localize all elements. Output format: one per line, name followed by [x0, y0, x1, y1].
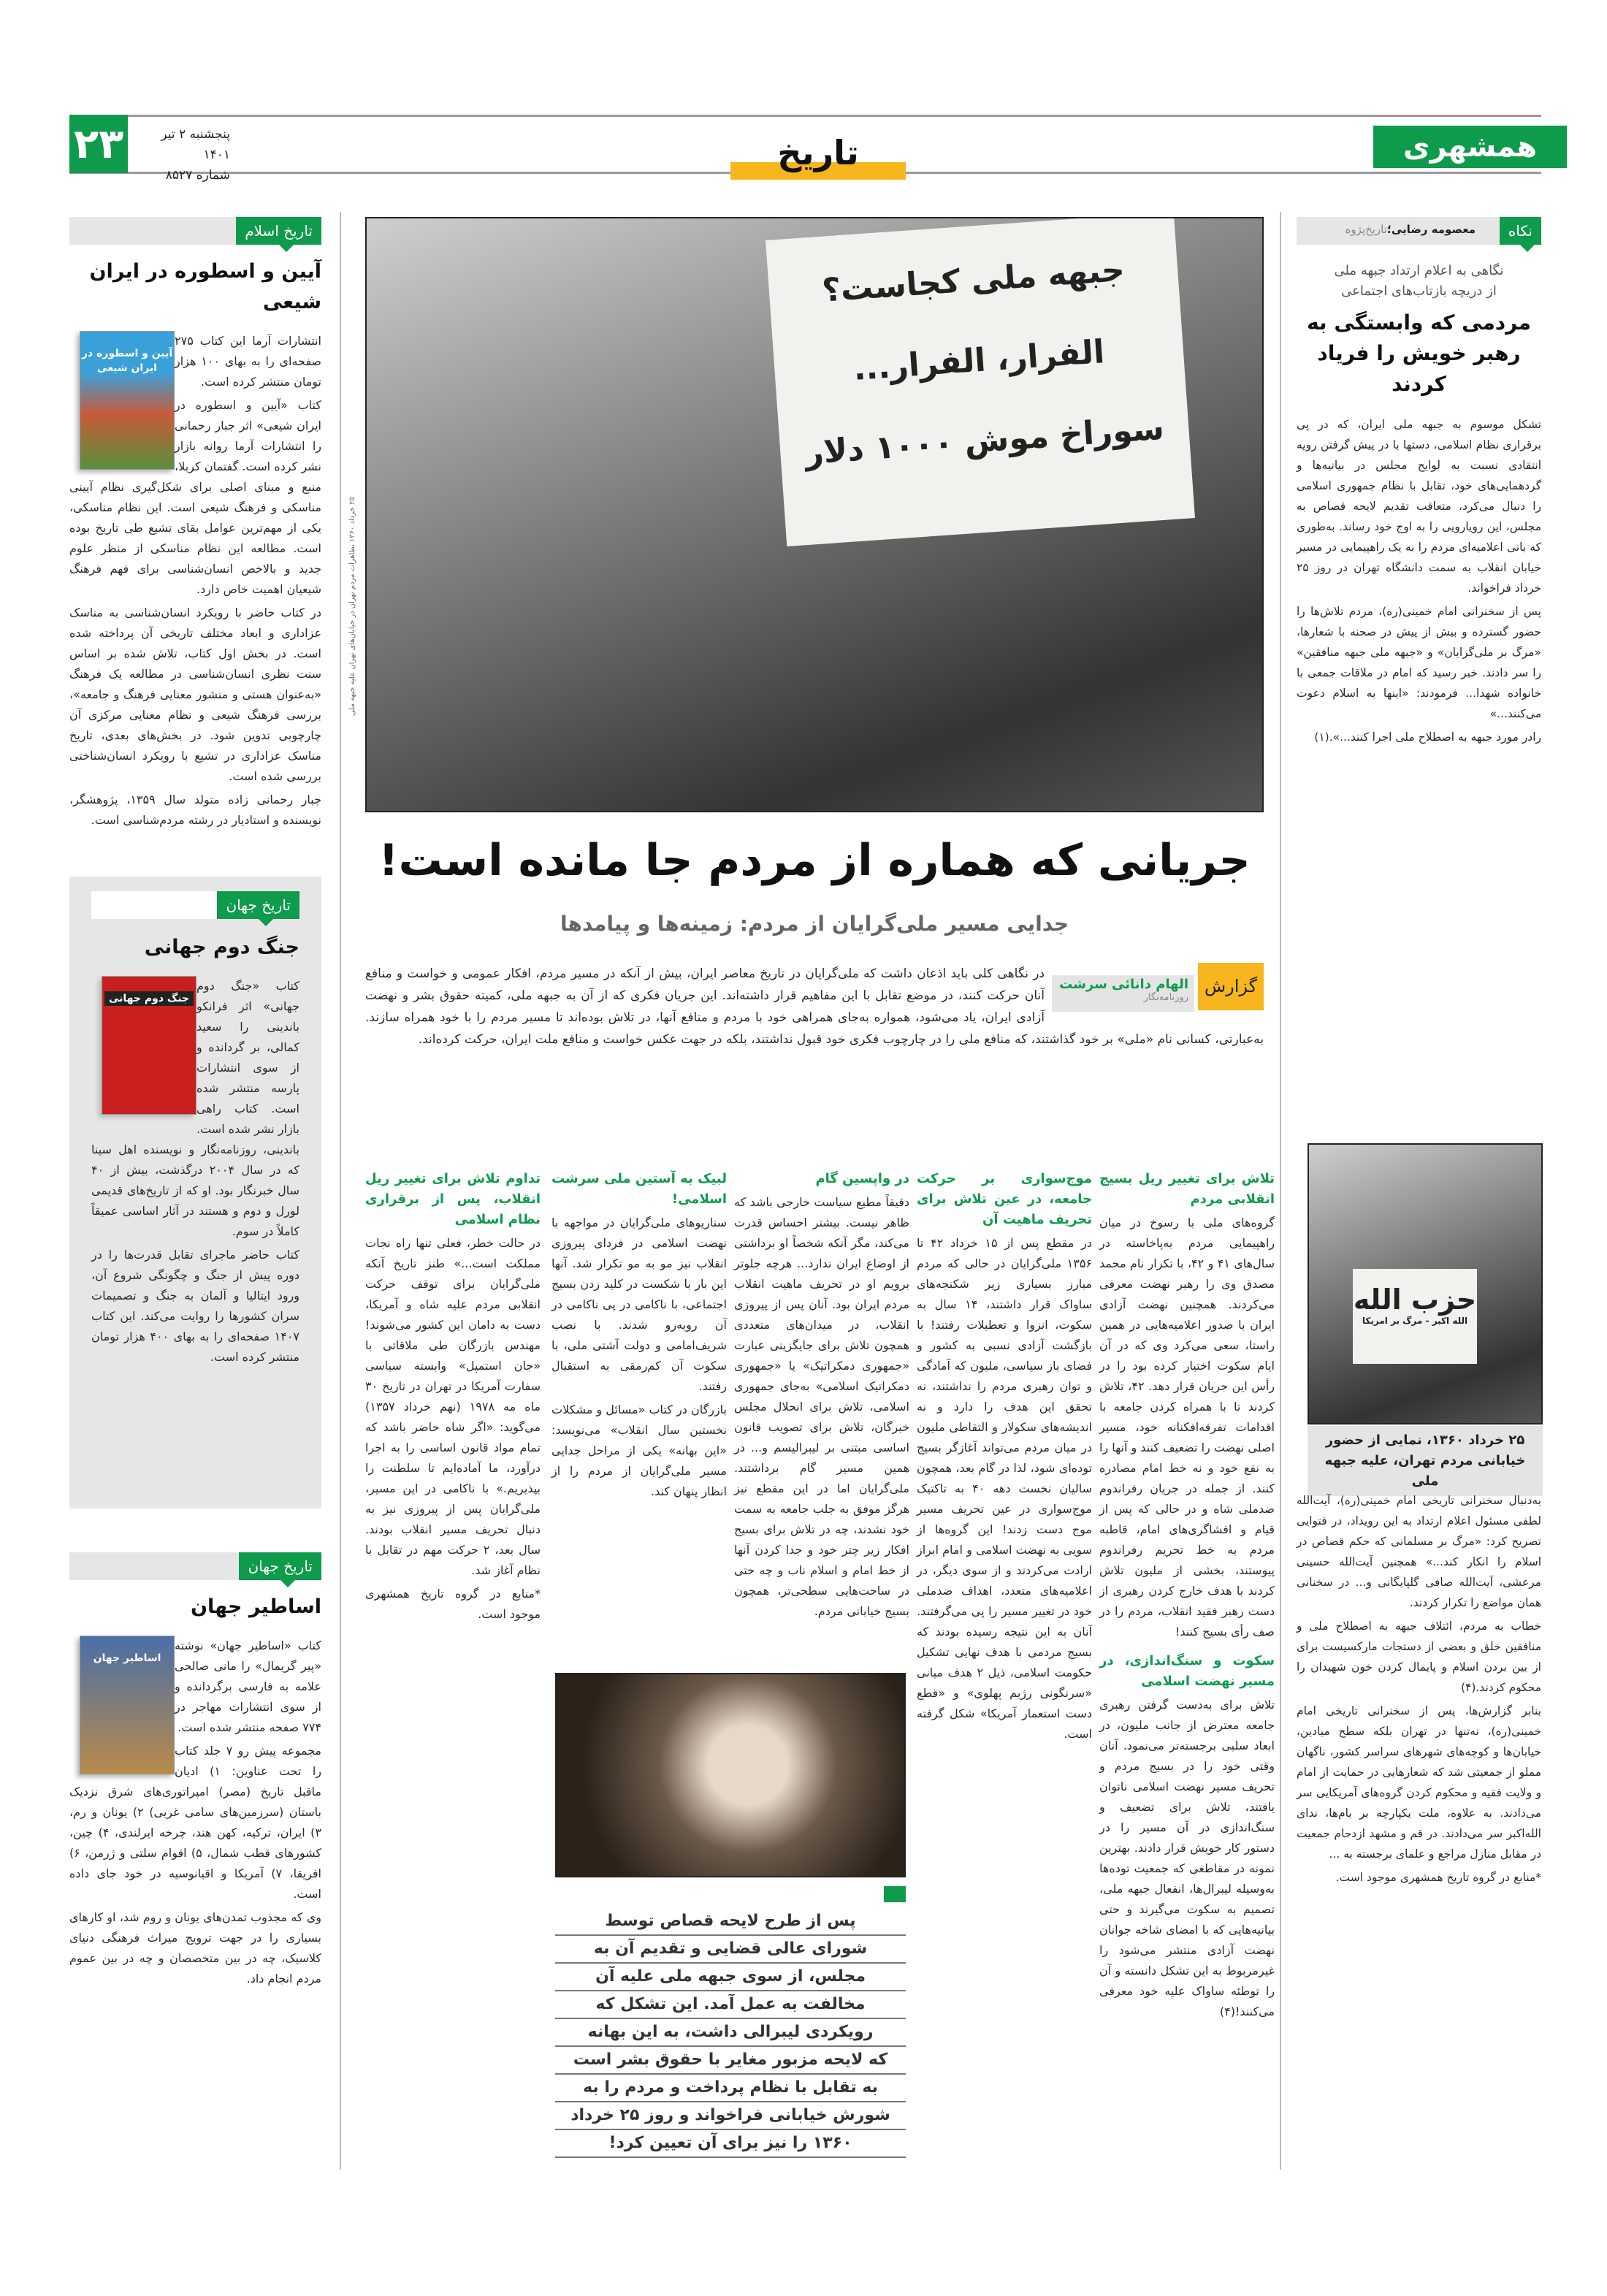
sign-text: الفرار، الفرار... [852, 333, 1106, 389]
paragraph: در نگاهی کلی باید اذعان داشت که ملی‌گرایان در تاریخ معاصر ایران، بیش از آنکه در مسیر مردم، افکار عمومی و خواست و منافع آنان حرکت کنند، در موضع تقابل با این مفاهیم قرار داشته‌اند. این جریان فکری که از آن به جبهه ملی، کمیته حقوق بشر و نهضت آزادی ایران، یاد می‌شود، همواره به‌جای همراهی خود با مردم و منافع آنها، در تلاش بوده‌اند تا مسیر مردم را با خود همراه سازند. به‌عبارتی، کسانی نام «ملی» بر خود گذاشتند، که منافع ملی را در چارچوب فکری خود قبول نداشتند، بلکه در جهت عکس خواست و منافع ملت ایران، حرکت کرده‌اند. [365, 966, 1264, 1047]
pull-quote-line: پس از طرح لایحه قصاص توسط [555, 1908, 906, 1936]
section-heading: لبیک به آستین ملی سرشت اسلامی! [551, 1171, 727, 1207]
author-name: معصومه رضایی؛ [1386, 223, 1476, 236]
paragraph: در کتاب حاضر با رویکرد انسان‌شناسی به مناسک عزاداری و ابعاد مختلف تاریخی آن پرداخته شده است. در بخش اول کتاب، تلاش شده بر اساس سنت نظری انسان‌شناسی در مطالعه یک فرهنگ «به‌عنوان هستی و منشور معنایی فرهنگ و جامعه»، بررسی فرهنگ شیعی و نظام معنایی مرکزی آن چارچوبی تدوین شود. در بخش‌های بعدی، تاریخ مناسک عزاداری در تشیع با رویکرد انسان‌شناختی بررسی شده است. [69, 606, 321, 783]
nokte-byline [1345, 223, 1476, 236]
kicker [1297, 261, 1541, 302]
article-column-4 [551, 1169, 727, 1505]
header-top-rule [69, 115, 1541, 117]
main-protest-photo [365, 217, 1264, 812]
paragraph: رادر مورد جبهه به اصطلاح ملی اجرا کنند...».(۱) [1314, 731, 1541, 744]
book-review-ww2 [69, 877, 321, 1509]
kicker-line: نگاهی به اعلام ارتداد جبهه ملی [1334, 263, 1504, 278]
column-divider [1280, 212, 1281, 2170]
sign-text: سوراخ موش ۱۰۰۰ دلار [804, 409, 1166, 472]
photo-sign [1353, 1269, 1477, 1364]
photo-caption: ۲۵ خرداد ۱۳۶۰، نمایی از حضور خیابانی مردم تهران، علیه جبهه ملی [1308, 1426, 1543, 1496]
nokte-body-continued [1297, 1490, 1541, 1891]
page-number: ۲۳ [69, 115, 128, 173]
section-heading: موج‌سواری بر حرکت جامعه، در عین تلاش برای تحریف ماهیت آن [917, 1171, 1092, 1227]
paragraph: بنابر گزارش‌ها، پس از سخنرانی تاریخی امام خمینی(ره)، نه‌تنها در تهران بلکه سطح میادین، خیابان‌ها و کوچه‌های شهرهای سراسر کشور، ناگهان مملو از جمعیتی شد که شعارهایی در حمایت از امام و ولایت فقیه و محکوم کردن گروه‌های آمریکایی سر می‌دادند. به علاوه، ملت یکپارچه بر بام‌ها، ندای الله‌اکبر سر می‌دادند. در قم و مشهد ازدحام جمعیت در مقابل منازل مراجع و علمای برجسته به ... [1297, 1704, 1541, 1861]
nokte-tag: نکاه [1500, 217, 1541, 245]
article-column-3 [734, 1169, 909, 1625]
issue-number: شماره ۸۵۲۷ [165, 168, 230, 183]
book-cover [102, 976, 196, 1115]
paragraph: مجموعه پیش رو ۷ جلد کتاب را تحت عناوین: ۱) ادیان ماقبل تاریخ (مصر) امپراتوری‌های شرق نزدیک باستان (سرزمین‌های سامی غربی) ۲) یونان و رم، ۳) ایران، ترکیه، کهن هند، چرخه ایرلندی، ۴) چین، کشورهای قطب شمال، ۵) اقوام سلتی و ژرمن، ۶) افریقا، ۷) آمریکا و اقیانوسیه در خود جای داده است. [69, 1744, 322, 1901]
paragraph: سناریوهای ملی‌گرایان در مواجهه با نهضت اسلامی در فردای پیروزی انقلاب نیز مو به مو تکرار شد. آنها این بار با شکست در کلید زدن بسیج اجتماعی، با ناکامی در پی ناکامی در آن روبه‌رو شدند. با نصب شریف‌امامی و دولت آشتی ملی، با سکوت آن کم‌رمقی به استقبال رفتند. [551, 1216, 727, 1393]
section-tag: تاریخ اسلام [236, 217, 321, 245]
author-role: تاریخ‌پژوه [1345, 223, 1387, 236]
sign-text: الله اکبر - مرگ بر امریکا [1362, 1316, 1468, 1326]
tag-row [69, 1552, 321, 1580]
footnote: *منابع در گروه تاریخ همشهری موجود است. [365, 1587, 541, 1621]
section-heading: در واپسین گام [815, 1171, 909, 1186]
pull-quote-line: که لایحه مزبور مغایر با حقوق بشر است [555, 2047, 906, 2075]
review-title: اساطیر جهان [190, 1595, 321, 1618]
pull-quote-line: به تقابل با نظام پرداخت و مردم را به [555, 2075, 906, 2102]
section-tag: تاریخ جهان [239, 1552, 321, 1580]
main-headline: جریانی که هماره از مردم جا مانده است! [378, 835, 1251, 886]
section-title: تاریخ [777, 133, 859, 172]
nokte-title: مردمی که وابستگی به رهبر خویش را فریاد کردند [1307, 310, 1531, 396]
paragraph: پس از سخنرانی امام خمینی(ره)، مردم تلاش‌ها را حضور گسترده و بیش از پیش در صحنه با شعارها، «مرگ بر ملی‌گرایان» و «جبهه ملی جبهه منافقین» را سر دادند. خبر رسید که امام در ملاقات جمعی با خانواده شهدا... فرمودند: «اینها به اسلام دعوت می‌کنند...» [1297, 605, 1541, 720]
nokte-tag-row [1297, 217, 1541, 245]
sign-text: جبهه ملی کجاست؟ [820, 251, 1126, 310]
book-cover [80, 331, 175, 470]
pull-quote-line: مجلس، از سوی جبهه ملی علیه آن [555, 1964, 906, 1991]
nokte-body [1297, 414, 1541, 747]
paragraph: کتاب «آیین و اسطوره در ایران شیعی» اثر جبار رحمانی را انتشارات آرما روانه بازار نشر کرده است. گفتمان کربلا، منبع و مبنای اصلی برای شکل‌گیری نظام آیینی مناسکی و فرهنگ شیعی است. این نظام مناسکی، یکی از مهم‌ترین عوامل بقای تشیع طی تاریخ بوده است. مطالعه این نظام مناسکی از منظر علوم جدید و بالاخص انسان‌شناسی برای فهم فرهنگ شیعیان اهمیت خاص دارد. [69, 398, 321, 596]
review-body [91, 976, 299, 1368]
paragraph: در مقطع پس از ۱۵ خرداد ۴۲ تا ۱۳۵۶ ملی‌گرایان در حالی که مردم مبارز بسیاری زیر شکنجه‌های ساواک قرار داشتند، ۱۴ سال به سکوت، انزوا و تعطیلات رفتند! با بازگشت آزادی نسبی به کشور و فضای باز سیاسی، ملیون که آمادگی و توان رهبری مردم را نداشتند، نه تحقق این هدف را دارد و نه اندیشه‌های سکولار و التقاطی ملیون در میان مردم می‌تواند آغازگر بسیج توده‌ای شود، لذا در گام بعد، همچون سالیان نخست دهه ۴۰ به تاکتیک موج‌سواری در عین تحریف مسیر موج دست زدند! این گروه‌ها از سویی به نهضت اسلامی و امام ابراز ارادت می‌کردند و از سوی دیگر، در اعلامیه‌های متعدد، اهداف ضدملی خود در تغییر مسیر را پی می‌گرفتند. آنان به این نتیجه رسیده بودند که بسیج مردمی با هدف نهایی تشکیل حکومت اسلامی، ذیل ۲ هدف میانی «سرنگونی رژیم پهلوی» و «قطع دست استعمار آمریکا» شکل گرفته است. [917, 1236, 1093, 1741]
author-role: روزنامه‌نگار [1143, 992, 1188, 1003]
section-heading: سکوت و سنگ‌اندازی، در مسیر نهضت اسلامی [1099, 1653, 1275, 1689]
pull-quote-line: مخالفت به عمل آمد. این تشکل که [555, 1991, 906, 2019]
protest-sign [766, 217, 1195, 546]
review-body [69, 1636, 321, 1989]
article-column-1 [1099, 1169, 1275, 2025]
footnote: *منابع در گروه تاریخ همشهری موجود است. [1335, 1871, 1541, 1884]
book-cover-title: آیین و اسطوره در ایران شیعی [81, 348, 173, 374]
article-column-2 [917, 1169, 1092, 1747]
section-heading: تداوم تلاش برای تغییر ریل انقلاب، پس از برقراری نظام اسلامی [365, 1171, 541, 1227]
paragraph: بازرگان در کتاب «مسائل و مشکلات نخستین سال انقلاب» می‌نویسد: «این بهانه» یکی از مراحل جدایی مسیر ملی‌گرایان از مردم را از انظار پنهان کند. [551, 1403, 727, 1498]
paragraph: گروه‌های ملی با رسوخ در میان راهپیمایی مردم به‌پاخاسته در سال‌های ۴۱ و ۴۲، با تکرار نام محمد مصدق وی را رهبر نهضت معرفی می‌کردند. همچنین نهضت آزادی ایران با صدور اعلامیه‌هایی در همین راستا، سعی می‌کرد وی که در آن ایام سکوت اختیار کرده بود را در رأس این جریان قرار دهد. ۴۲، تلاش کردند تا با همراه کردن جامعه با اقدامات تفرقه‌افکنانه خود، مسیر اصلی نهضت را تضعیف کنند و آنها را به نفع خود و نه خط امام مصادره کنند. از جمله در جریان رفراندوم ضدملی شاه و در حالی که پس از قیام و افشاگری‌های امام، قاطبه مردم به خط تحریم رفراندوم پیوستند، بخشی از ملیون تلاش کردند با هدف خارج کردن رهبری از دست رهبر فقید انقلاب، مردم را در صف رأی بسیج کنند! [1099, 1216, 1275, 1639]
book-cover-title: اساطیر جهان [93, 1652, 161, 1664]
report-tag: گزارش [1198, 963, 1264, 1010]
book-review-islam [69, 217, 321, 834]
tag-row [69, 217, 321, 245]
newspaper-logo[interactable]: همشهری [1373, 126, 1567, 168]
paragraph: تشکل موسوم به جبهه ملی ایران، که در پی برقراری نظام اسلامی، دستها با در پیش گرفتن رویه انتقادی نسبت به لوایح مجلس در بیانیه‌ها و گردهمایی‌های خود، تقابل با نظام جمهوری اسلامی را دنبال می‌کرد، متعاقب تقدیم لایحه قصاص به مجلس، این رویارویی را به اوج خود رساند. به‌طوری که بانی اعلامیه‌ای مردم را به یک راهپیمایی در مسیر خیابان انقلاب به سمت دانشگاه تهران در روز ۲۵ خرداد فراخواند. [1297, 418, 1541, 595]
paragraph: جبار رحمانی زاده متولد سال ۱۳۵۹، پژوهشگر، نویسنده و استادیار در رشته مردم‌شناسی است. [69, 793, 322, 827]
photo-credit: ۲۵ خرداد ۱۳۶۰ تظاهرات مردم تهران در خیابان‌های تهران علیه جبهه ملی [348, 497, 356, 716]
tag-row [91, 891, 299, 919]
book-cover-title: جنگ دوم جهانی [104, 991, 194, 1006]
article-column-5 [365, 1169, 541, 1628]
main-intro [365, 963, 1264, 1053]
issue-date [135, 124, 230, 186]
book-review-myths [69, 1552, 321, 1992]
pull-quote [555, 1908, 906, 2158]
spacer [1045, 963, 1264, 1015]
book-cover [80, 1636, 175, 1774]
review-body [69, 331, 321, 831]
hezbollah-march-photo [1308, 1143, 1543, 1424]
review-title: جنگ دوم جهانی [144, 936, 299, 958]
pull-quote-line: شورش خیابانی فراخواند و روز ۲۵ خرداد [555, 2102, 906, 2130]
pull-quote-line: رویکردی لیبرالی داشت، به این بهانه [555, 2019, 906, 2047]
nokte-article [1297, 217, 1541, 750]
quote-marker [884, 1886, 906, 1902]
paragraph: کتاب «جنگ دوم جهانی» اثر فرانکو باندینی را سعید کمالی، بر گردانده و از سوی انتشارات پارسه منتشر شده است. کتاب راهی بازار نشر شده است. باندینی، روزنامه‌نگار و نویسنده اهل سینا که در سال ۲۰۰۴ درگذشت، بیش از ۴۰ سال خبرنگار بود. او که از تاریخ‌های قدیمی لورل و دوم و هستند در آثار اساسی عمیقاً کاملاً در سوم. [91, 979, 299, 1238]
pull-quote-line: ۱۳۶۰ را نیز برای آن تعیین کرد! [555, 2130, 906, 2158]
paragraph: دقیقاً مطیع سیاست خارجی باشد که ظاهر نیست. بیشتر احساس قدرت می‌کند، مگر آنکه شخصاً او برداشتی از اوضاع ایران ندارد... هرچه جلوتر برویم او در تحریف ماهیت انقلاب مردم ایران بود. آنان پس از پیروزی انقلاب، در میدان‌های متعددی همچون تلاش برای جایگزینی عبارت «جمهوری دمکراتیک» یا «جمهوری دمکراتیک اسلامی» به‌جای جمهوری اسلامی، تلاش برای انحلال مجلس خبرگان، تلاش برای تصویب قانون اساسی مبتنی بر لیبرالیسم و... در همین مسیر گام برداشتند. ملی‌گرایان اما در این مقطع نیز هرگز موفق به جلب جامعه به سمت خود نشدند، چه در تلاش برای بسیج افکار زیر چتر خود و جدا کردن آنها از خط امام و اسلام ناب و چه حتی در ساحت‌هایی سطحی‌تر، همچون بسیج خیابانی مردم. [734, 1195, 909, 1618]
section-heading: تلاش برای تغییر ریل بسیج انقلابی مردم [1099, 1171, 1275, 1207]
paragraph: کتاب حاضر ماجرای تقابل قدرت‌ها را در دوره پیش از جنگ و چگونگی شروع آن، ورود ایتالیا و آلمان به جنگ و تصمیمات سران کشورها را روایت می‌کند. این کتاب ۱۴۰۷ صفحه‌ای را به بهای ۴۰۰ هزار تومان منتشر کرده است. [91, 1248, 299, 1364]
main-subheadline: جدایی مسیر ملی‌گرایان از مردم: زمینه‌ها و پیامدها [560, 912, 1069, 936]
sign-text: حزب الله [1353, 1284, 1477, 1316]
paragraph: انتشارات آرما این کتاب ۲۷۵ صفحه‌ای را به بهای ۱۰۰ هزار تومان منتشر کرده است. [175, 334, 321, 389]
pull-quote-line: شورای عالی قضایی و تقدیم آن به [555, 1936, 906, 1964]
inset-portrait-photo [555, 1673, 906, 1877]
column-divider [340, 212, 341, 2170]
paragraph: در حالت خطر، فعلی تنها راه نجات مملکت است...» طنز تاریخ آنکه ملی‌گرایان برای توقف حرکت انقلابی مردم علیه شاه و آمریکا، دست به دامان این کشور می‌شوند! مهندس بازرگان طی ملاقاتی با «جان استمپل» وابسته سیاسی سفارت آمریکا در تهران در تاریخ ۳۰ ماه مه ۱۹۷۸ (نهم خرداد ۱۳۵۷) می‌گوید: «اگر شاه حاضر باشد که تمام مواد قانون اساسی را به اجرا درآورد، ما آماده‌ایم تا سلطنت را بپذیریم.» با ناکامی در این مسیر، ملی‌گرایان پس از پیروزی نیز به دنبال تحریف مسیر انقلاب بودند. سال بعد، ۲ حرکت مهم در تقابل با نظام آغاز شد. [365, 1236, 541, 1577]
review-title: آیین و اسطوره در ایران شیعی [89, 260, 321, 313]
paragraph: خطاب به مردم، ائتلاف جبهه به اصطلاح ملی و منافقین خلق و بعضی از دستجات مارکسیست برای از بین بردن اسلام و پایمال کردن خون شهیدان را محکوم کردند.(۴) [1297, 1620, 1541, 1694]
author-name: الهام دانائی سرشت [1059, 977, 1188, 992]
date-text: پنجشنبه ۲ تیر ۱۴۰۱ [161, 127, 230, 162]
section-tag: تاریخ جهان [217, 891, 299, 919]
paragraph: وی که مجذوب تمدن‌های یونان و روم شد، او کارهای بسیاری را در جهت ترویج میراث فرهنگی دنیای کلاسیک، چه در بین متخصصان و چه در بین عموم مردم انجام داد. [69, 1910, 321, 1986]
kicker-line: از دریچه بازتاب‌های اجتماعی [1341, 283, 1497, 299]
paragraph: به‌دنبال سخنرانی تاریخی امام خمینی(ره)، آیت‌الله لطفی مسئول اعلام ارتداد به این رویداد، در فتوایی تصریح کرد: «مرگ بر مسلمانی که حکم قصاص در اسلام را انکار کند...» همچنین آیت‌الله حسینی مرعشی، آیت‌الله صافی گلپایگانی و... در سخنانی همان مواضع را تکرار کردند. [1297, 1494, 1541, 1609]
paragraph: تلاش برای به‌دست گرفتن رهبری جامعه معترض از جانب ملیون، در ابعاد سلبی برجسته‌تر می‌نمود. آنان وقتی خود را در بسیج مردم و تحریف مسیر نهضت اسلامی ناتوان یافتند، تلاش برای تضعیف و سنگ‌اندازی در آن مسیر را در دستور کار خویش قرار دادند. بهترین نمونه در مقاطعی که جمعیت توده‌ها به‌وسیله لیبرال‌ها، انفعال جبهه ملی، تصمیم به سکوت می‌گیرند و حتی بیانیه‌هایی که با امضای شاخه جوانان نهضت آزادی منتشر می‌شود را غیرمربوط به این تشکل دانسته و آن را توطئه ساواک علیه خود معرفی می‌کنند!(۴) [1099, 1698, 1275, 2018]
paragraph: کتاب «اساطیر جهان» نوشته «پیر گریمال» را مانی صالحی علامه به فارسی برگردانده و از سوی انتشارات مهاجر در ۷۷۴ صفحه منتشر شده است. [175, 1639, 321, 1734]
